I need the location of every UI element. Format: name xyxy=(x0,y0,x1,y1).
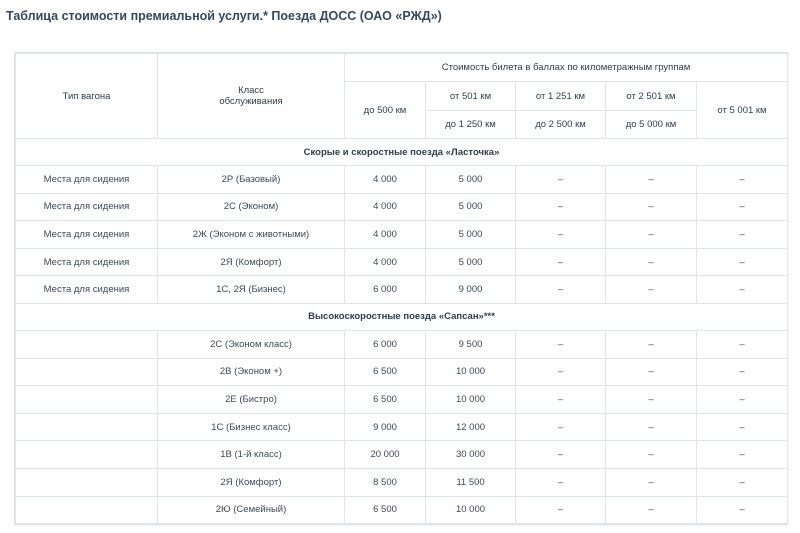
service-class-cell: 1В (1-й класс) xyxy=(158,441,345,469)
price-cell: – xyxy=(516,386,606,414)
price-cell: – xyxy=(697,386,788,414)
price-cell: 6 000 xyxy=(345,276,426,304)
price-cell: 4 000 xyxy=(345,166,426,194)
wagon-type-cell xyxy=(16,386,158,414)
price-cell: – xyxy=(516,468,606,496)
price-cell: – xyxy=(697,358,788,386)
table-row xyxy=(16,166,788,194)
price-cell: – xyxy=(697,276,788,304)
table-row xyxy=(16,330,788,358)
header-cost-group: Стоимость билета в баллах по километражным группам xyxy=(345,54,788,82)
price-cell: 10 000 xyxy=(426,386,516,414)
wagon-type-cell: Места для сидения xyxy=(16,248,158,276)
price-cell: 9 000 xyxy=(426,276,516,304)
price-cell: 5 000 xyxy=(426,248,516,276)
service-class-cell: 2Я (Комфорт) xyxy=(158,468,345,496)
table-row xyxy=(16,193,788,221)
price-cell: 6 500 xyxy=(345,386,426,414)
service-class-cell: 2Е (Бистро) xyxy=(158,386,345,414)
price-cell: – xyxy=(697,193,788,221)
price-cell: – xyxy=(516,330,606,358)
wagon-type-cell xyxy=(16,441,158,469)
price-cell: 8 500 xyxy=(345,468,426,496)
price-cell: – xyxy=(606,386,697,414)
wagon-type-cell: Места для сидения xyxy=(16,166,158,194)
price-cell: 11 500 xyxy=(426,468,516,496)
service-class-cell: 2С (Эконом класс) xyxy=(158,330,345,358)
service-class-cell: 1С (Бизнес класс) xyxy=(158,413,345,441)
service-class-cell: 2С (Эконом) xyxy=(158,193,345,221)
group-title: Скорые и скоростные поезда «Ласточка» xyxy=(16,139,788,166)
price-cell: – xyxy=(697,221,788,249)
wagon-type-cell: Места для сидения xyxy=(16,193,158,221)
service-class-cell: 2Р (Базовый) xyxy=(158,166,345,194)
wagon-type-cell: Места для сидения xyxy=(16,276,158,304)
price-cell: – xyxy=(516,166,606,194)
price-cell: 4 000 xyxy=(345,248,426,276)
header-range-2-bottom: до 1 250 км xyxy=(426,111,516,139)
price-cell: 5 000 xyxy=(426,221,516,249)
price-cell: 4 000 xyxy=(345,221,426,249)
header-range-4-bottom: до 5 000 км xyxy=(606,111,697,139)
price-cell: 30 000 xyxy=(426,441,516,469)
table-body xyxy=(16,139,788,524)
price-cell: – xyxy=(516,193,606,221)
price-cell: – xyxy=(697,413,788,441)
service-class-cell: 2Ж (Эконом с животными) xyxy=(158,221,345,249)
price-cell: 10 000 xyxy=(426,358,516,386)
price-cell: 12 000 xyxy=(426,413,516,441)
price-cell: 6 500 xyxy=(345,496,426,524)
price-cell: – xyxy=(606,166,697,194)
price-cell: – xyxy=(606,358,697,386)
table-row xyxy=(16,441,788,469)
price-cell: – xyxy=(606,276,697,304)
table-row xyxy=(16,496,788,524)
service-class-cell: 2Ю (Семейный) xyxy=(158,496,345,524)
price-cell: 6 500 xyxy=(345,358,426,386)
price-cell: 4 000 xyxy=(345,193,426,221)
price-cell: – xyxy=(606,496,697,524)
price-cell: – xyxy=(606,330,697,358)
page-title: Таблица стоимости премиальной услуги.* Поезда ДОСС (ОАО «РЖД») xyxy=(6,9,442,23)
price-cell: 6 000 xyxy=(345,330,426,358)
price-cell: – xyxy=(606,248,697,276)
header-wagon-type: Тип вагона xyxy=(16,54,158,139)
price-cell: – xyxy=(697,166,788,194)
price-cell: – xyxy=(516,248,606,276)
price-cell: – xyxy=(697,441,788,469)
table-row xyxy=(16,358,788,386)
price-cell: 20 000 xyxy=(345,441,426,469)
table-row xyxy=(16,413,788,441)
wagon-type-cell xyxy=(16,413,158,441)
price-cell: – xyxy=(697,468,788,496)
price-cell: – xyxy=(697,330,788,358)
price-cell: – xyxy=(606,441,697,469)
service-class-cell: 2Я (Комфорт) xyxy=(158,248,345,276)
table-row xyxy=(16,386,788,414)
price-cell: – xyxy=(606,193,697,221)
price-cell: – xyxy=(516,496,606,524)
service-class-cell: 1С, 2Я (Бизнес) xyxy=(158,276,345,304)
header-range-1: до 500 км xyxy=(345,82,426,139)
price-cell: – xyxy=(516,441,606,469)
wagon-type-cell xyxy=(16,330,158,358)
price-table xyxy=(15,53,788,524)
price-cell: 9 000 xyxy=(345,413,426,441)
price-cell: 5 000 xyxy=(426,166,516,194)
price-cell: – xyxy=(516,276,606,304)
group-row xyxy=(16,139,788,166)
header-range-3-bottom: до 2 500 км xyxy=(516,111,606,139)
header-range-5: от 5 001 км xyxy=(697,82,788,139)
price-cell: 9 500 xyxy=(426,330,516,358)
table-row xyxy=(16,221,788,249)
wagon-type-cell xyxy=(16,358,158,386)
table-row xyxy=(16,468,788,496)
header-service-class: Класс обслуживания xyxy=(158,54,345,139)
wagon-type-cell xyxy=(16,468,158,496)
group-row xyxy=(16,303,788,330)
price-cell: 10 000 xyxy=(426,496,516,524)
header-range-4-top: от 2 501 км xyxy=(606,82,697,111)
service-class-cell: 2В (Эконом +) xyxy=(158,358,345,386)
wagon-type-cell: Места для сидения xyxy=(16,221,158,249)
price-cell: – xyxy=(606,413,697,441)
header-range-2-top: от 501 км xyxy=(426,82,516,111)
header-range-3-top: от 1 251 км xyxy=(516,82,606,111)
price-cell: 5 000 xyxy=(426,193,516,221)
price-cell: – xyxy=(697,496,788,524)
wagon-type-cell xyxy=(16,496,158,524)
price-cell: – xyxy=(516,358,606,386)
price-cell: – xyxy=(516,221,606,249)
price-cell: – xyxy=(606,468,697,496)
price-cell: – xyxy=(516,413,606,441)
table-header xyxy=(16,54,788,139)
table-row xyxy=(16,276,788,304)
price-table-container xyxy=(14,52,788,525)
price-cell: – xyxy=(697,248,788,276)
price-cell: – xyxy=(606,221,697,249)
group-title: Высокоскоростные поезда «Сапсан»*** xyxy=(16,303,788,330)
table-row xyxy=(16,248,788,276)
